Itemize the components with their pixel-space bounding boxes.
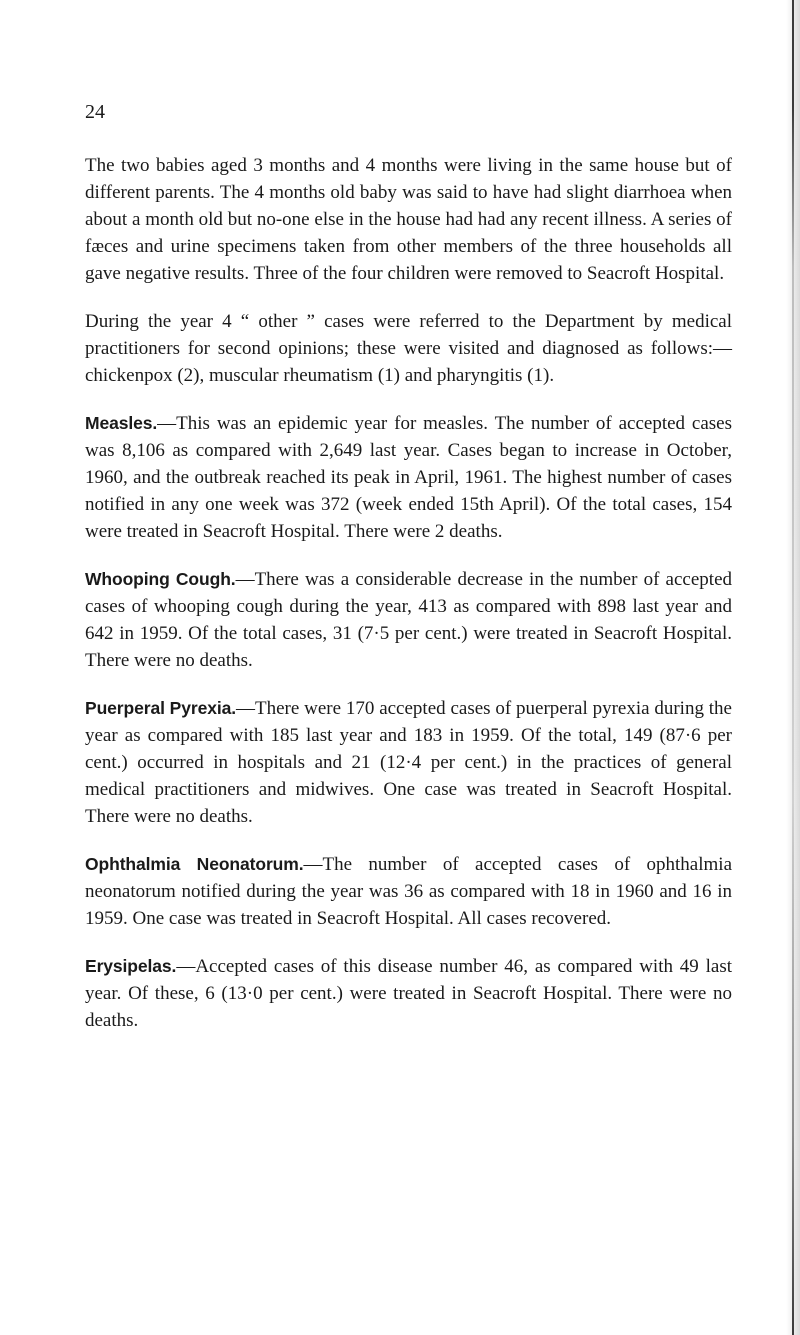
- paragraph-puerperal-pyrexia: [85, 695, 732, 830]
- section-heading-erysipelas: Erysipelas.: [85, 956, 177, 976]
- paragraph-whooping-cough: [85, 566, 732, 674]
- paragraph-other-cases: [85, 308, 732, 389]
- paragraph-text: During the year 4 “ other ” cases were referred to the Department by medical practitioners for second opinions; these were visited and diagnosed as follows:— chickenpox (2), muscular rheumatism (1) and pharyngitis (1).: [85, 311, 732, 386]
- section-heading-measles: Measles.: [85, 413, 158, 433]
- document-body: [85, 152, 732, 1055]
- paragraph-text: —There was a considerable decrease in the number of accepted cases of whooping cough during the year, 413 as compared with 898 last year and 642 in 1959. Of the total cases, 31 (7·5 per cent.) were treated in Seacroft Hospital. There were no deaths.: [85, 569, 733, 671]
- paragraph-text: —The number of accepted cases of ophthalmia neonatorum notified during the year was 36 as compared with 18 in 1960 and 16 in 1959. One case was treated in Seacroft Hospital. All cases recovered.: [85, 854, 733, 929]
- paragraph-text: —This was an epidemic year for measles. The number of accepted cases was 8,106 as compared with 2,649 last year. Cases began to increase in October, 1960, and the outbreak reached its peak in April, 1961. The highest number of cases notified in any one week was 372 (week ended 15th April). Of the total cases, 154 were treated in Seacroft Hospital. There were 2 deaths.: [85, 413, 732, 542]
- paragraph-measles: [85, 410, 732, 545]
- page-binding-edge: [792, 0, 794, 1335]
- page-number: 24: [85, 101, 105, 123]
- paragraph-text: —Accepted cases of this disease number 46, as compared with 49 last year. Of these, 6 (13·0 per cent.) were treated in Seacroft Hospital. There were no deaths.: [85, 956, 732, 1031]
- paragraph-text: The two babies aged 3 months and 4 months were living in the same house but of different parents. The 4 months old baby was said to have had slight diarrhoea when about a month old but no-one else in the house had had any recent illness. A series of fæces and urine specimens taken from other members of the three households all gave negative results. Three of the four children were removed to Seacroft Hospital.: [85, 155, 732, 284]
- paragraph-infant-cases: [85, 152, 732, 287]
- paragraph-erysipelas: [85, 953, 732, 1034]
- section-heading-puerperal-pyrexia: Puerperal Pyrexia.: [85, 698, 237, 718]
- paragraph-text: —There were 170 accepted cases of puerperal pyrexia during the year as compared with 185 last year and 183 in 1959. Of the total, 149 (87·6 per cent.) occurred in hospitals and 21 (12·4 per cent.) in the practices of general medical practitioners and midwives. One case was treated in Seacroft Hospital. There were no deaths.: [85, 698, 732, 827]
- section-heading-ophthalmia-neonatorum: Ophthalmia Neonatorum.: [85, 854, 304, 874]
- section-heading-whooping-cough: Whooping Cough.: [85, 569, 236, 589]
- paragraph-ophthalmia-neonatorum: [85, 851, 732, 932]
